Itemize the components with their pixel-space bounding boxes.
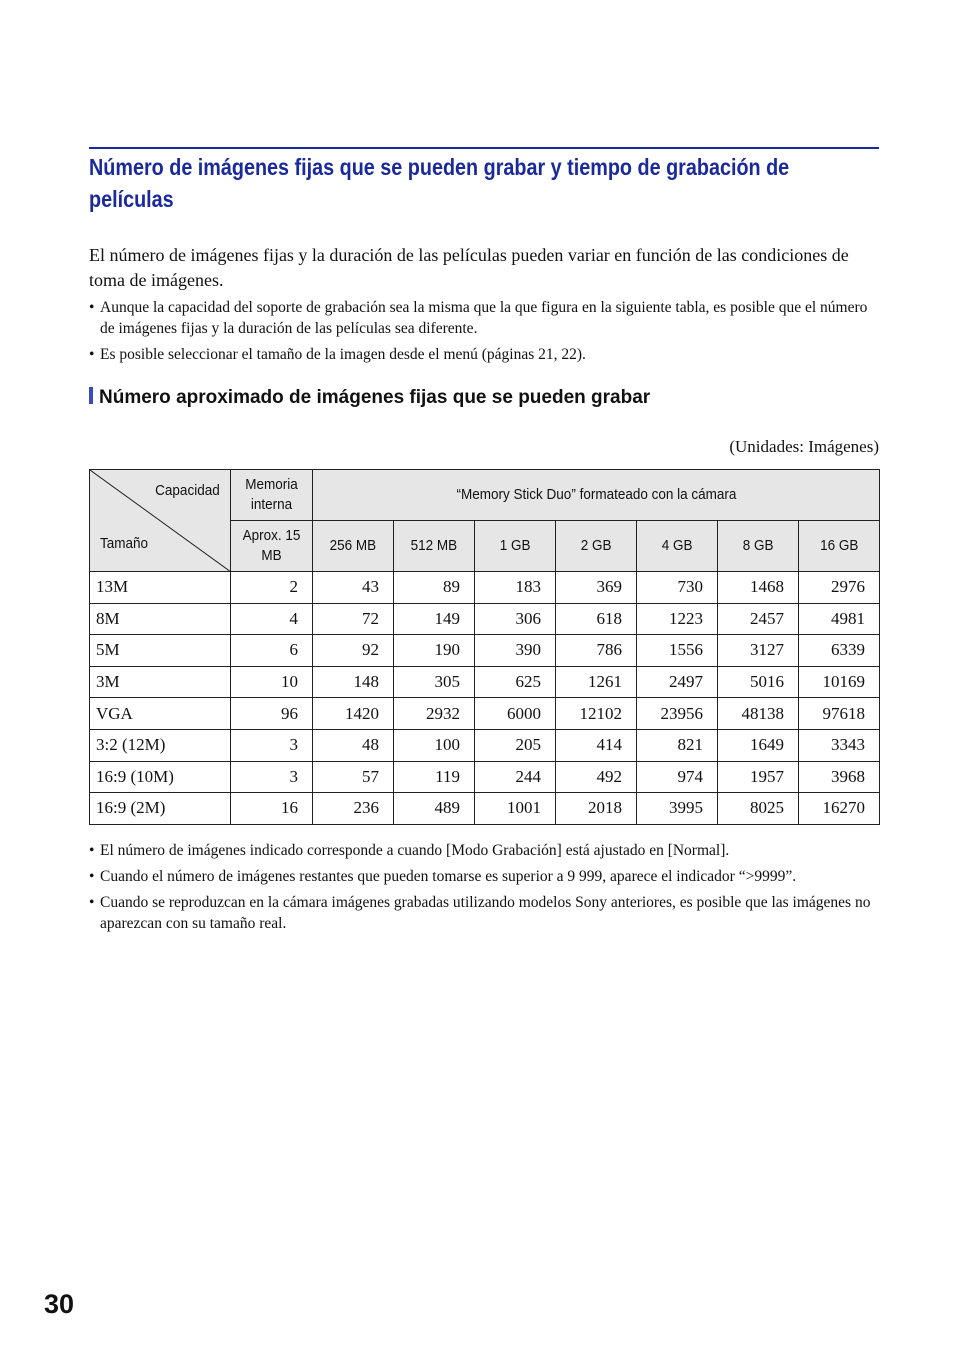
units-label: (Unidades: Imágenes): [729, 437, 879, 456]
table-body: [90, 572, 880, 825]
count-cell: 12102: [556, 698, 637, 730]
size-cell: 3M: [90, 666, 231, 698]
count-cell: 89: [394, 572, 475, 604]
count-cell: 3995: [637, 793, 718, 825]
count-cell: 369: [556, 572, 637, 604]
count-cell: 183: [475, 572, 556, 604]
count-cell: 190: [394, 635, 475, 667]
count-cell: 414: [556, 729, 637, 761]
capacity-table: [89, 469, 880, 825]
count-cell: 97618: [799, 698, 880, 730]
count-cell: 10: [231, 666, 313, 698]
table-row: [90, 635, 880, 667]
count-cell: 57: [313, 761, 394, 793]
count-cell: 119: [394, 761, 475, 793]
count-cell: 6: [231, 635, 313, 667]
count-cell: 1420: [313, 698, 394, 730]
intro-paragraph: El número de imágenes fijas y la duración de las películas pueden variar en función de las condiciones de toma de imágenes.: [89, 245, 849, 290]
count-cell: 492: [556, 761, 637, 793]
table-row: [90, 761, 880, 793]
count-cell: 92: [313, 635, 394, 667]
table-row: [90, 729, 880, 761]
size-cell: 16:9 (2M): [90, 793, 231, 825]
count-cell: 48: [313, 729, 394, 761]
count-cell: 3968: [799, 761, 880, 793]
note-item: • El número de imágenes indicado corresponde a cuando [Modo Grabación] está ajustado en [Normal].: [89, 840, 879, 861]
count-cell: 6339: [799, 635, 880, 667]
size-cell: 8M: [90, 603, 231, 635]
size-cell: 13M: [90, 572, 231, 604]
capacity-header: 2 GB: [556, 521, 637, 572]
count-cell: 305: [394, 666, 475, 698]
count-cell: 2018: [556, 793, 637, 825]
count-cell: 3343: [799, 729, 880, 761]
count-cell: 2932: [394, 698, 475, 730]
capacity-header: 1 GB: [475, 521, 556, 572]
note-item: • Aunque la capacidad del soporte de grabación sea la misma que la que figura en la siguiente tabla, es posible que el número de imágenes fijas y la duración de las películas sea diferente.: [89, 297, 879, 339]
capacity-header: 512 MB: [394, 521, 475, 572]
count-cell: 96: [231, 698, 313, 730]
count-cell: 2: [231, 572, 313, 604]
section-marker: [89, 387, 93, 404]
msd-header: “Memory Stick Duo” formateado con la cámara: [313, 470, 880, 521]
count-cell: 821: [637, 729, 718, 761]
count-cell: 6000: [475, 698, 556, 730]
count-cell: 148: [313, 666, 394, 698]
count-cell: 2976: [799, 572, 880, 604]
count-cell: 1957: [718, 761, 799, 793]
notes-bottom-list: [89, 840, 879, 939]
internal-memory-size: Aprox. 15 MB: [231, 521, 313, 572]
size-cell: 16:9 (10M): [90, 761, 231, 793]
count-cell: 306: [475, 603, 556, 635]
count-cell: 1261: [556, 666, 637, 698]
count-cell: 43: [313, 572, 394, 604]
count-cell: 489: [394, 793, 475, 825]
count-cell: 730: [637, 572, 718, 604]
count-cell: 625: [475, 666, 556, 698]
count-cell: 3: [231, 729, 313, 761]
table-row: [90, 698, 880, 730]
count-cell: 1468: [718, 572, 799, 604]
count-cell: 1649: [718, 729, 799, 761]
notes-top-list: [89, 297, 879, 370]
table-row: [90, 603, 880, 635]
page-title: Número de imágenes fijas que se pueden grabar y tiempo de grabación de películas: [89, 154, 790, 212]
count-cell: 5016: [718, 666, 799, 698]
count-cell: 1223: [637, 603, 718, 635]
table-row: [90, 793, 880, 825]
count-cell: 10169: [799, 666, 880, 698]
corner-header: [90, 470, 231, 572]
size-cell: 3:2 (12M): [90, 729, 231, 761]
count-cell: 48138: [718, 698, 799, 730]
capacity-header: 256 MB: [313, 521, 394, 572]
count-cell: 16270: [799, 793, 880, 825]
section-title-text: Número aproximado de imágenes fijas que se pueden grabar: [99, 387, 651, 408]
size-cell: 5M: [90, 635, 231, 667]
count-cell: 618: [556, 603, 637, 635]
count-cell: 16: [231, 793, 313, 825]
section-title: [89, 384, 650, 412]
count-cell: 4: [231, 603, 313, 635]
count-cell: 100: [394, 729, 475, 761]
page-number: 30: [44, 1289, 75, 1319]
note-item: • Cuando el número de imágenes restantes que pueden tomarse es superior a 9 999, aparece el indicador “>9999”.: [89, 866, 879, 887]
capacity-header: 8 GB: [718, 521, 799, 572]
count-cell: 72: [313, 603, 394, 635]
corner-size-label: Tamaño: [100, 535, 149, 552]
count-cell: 236: [313, 793, 394, 825]
count-cell: 2497: [637, 666, 718, 698]
count-cell: 8025: [718, 793, 799, 825]
size-cell: VGA: [90, 698, 231, 730]
internal-memory-header: Memoria interna: [231, 470, 313, 521]
capacity-header: 16 GB: [799, 521, 880, 572]
count-cell: 1556: [637, 635, 718, 667]
count-cell: 3: [231, 761, 313, 793]
capacity-header: 4 GB: [637, 521, 718, 572]
corner-capacity-label: Capacidad: [155, 482, 220, 499]
count-cell: 786: [556, 635, 637, 667]
count-cell: 1001: [475, 793, 556, 825]
table-row: [90, 666, 880, 698]
count-cell: 244: [475, 761, 556, 793]
count-cell: 974: [637, 761, 718, 793]
count-cell: 3127: [718, 635, 799, 667]
count-cell: 149: [394, 603, 475, 635]
title-rule: [89, 147, 879, 149]
count-cell: 390: [475, 635, 556, 667]
count-cell: 4981: [799, 603, 880, 635]
table-row: [90, 572, 880, 604]
header-row: [90, 470, 880, 521]
count-cell: 205: [475, 729, 556, 761]
note-item: • Es posible seleccionar el tamaño de la imagen desde el menú (páginas 21, 22).: [89, 344, 879, 365]
note-item: • Cuando se reproduzcan en la cámara imágenes grabadas utilizando modelos Sony anteriores, es posible que las imágenes no aparezcan con su tamaño real.: [89, 892, 879, 934]
count-cell: 2457: [718, 603, 799, 635]
count-cell: 23956: [637, 698, 718, 730]
